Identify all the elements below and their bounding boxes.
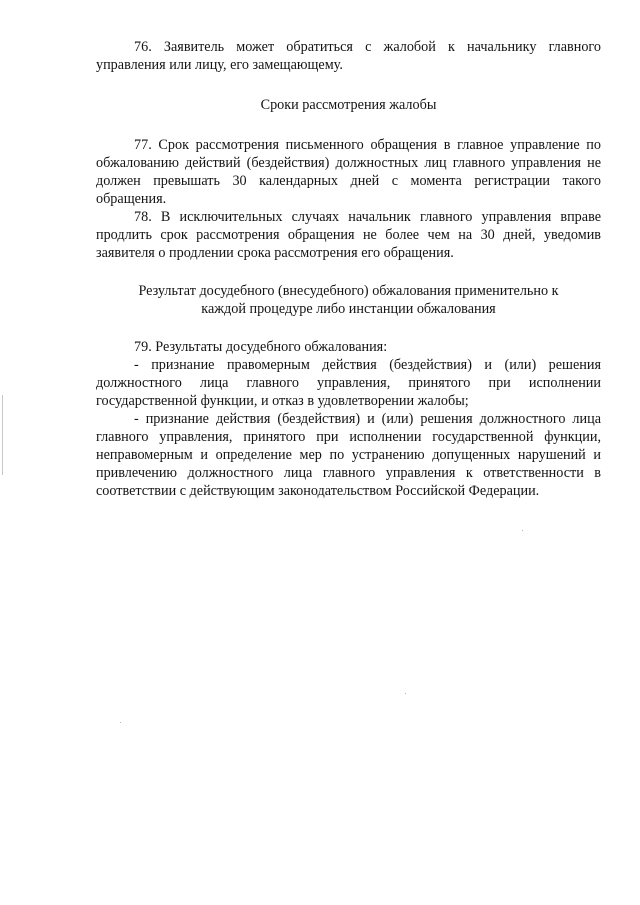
section-heading-terms: Сроки рассмотрения жалобы — [260, 97, 437, 113]
document-body — [96, 38, 601, 500]
section-heading-result-line2: каждой процедуре либо инстанции обжалования — [201, 301, 496, 317]
scan-speck — [120, 722, 121, 723]
scan-speck — [405, 693, 406, 694]
paragraph-77: 77. Срок рассмотрения письменного обращения в главное управление по обжалованию действий (бездействия) должностных лиц главного управления не должен превышать 30 календарных дней с момента регистрации такого обращения. — [96, 137, 601, 207]
paragraph-79: 79. Результаты досудебного обжалования: — [134, 339, 388, 355]
paragraph-78: 78. В исключительных случаях начальник главного управления вправе продлить срок рассмотрения обращения не более чем на 30 дней, уведомив заявителя о продлении срока рассмотрения его обращения. — [96, 209, 601, 261]
paragraph-79-item-2: - признание действия (бездействия) и (или) решения должностного лица главного управления, принятого при исполнении государственной функции, неправомерным и определение мер по устранению допущенных нарушений и привлечению должностного лица главного управления к ответственности в соответствии с действующим законодательством Российской Федерации. — [96, 411, 601, 499]
scan-speck — [522, 530, 523, 531]
section-heading-result-line1: Результат досудебного (внесудебного) обжалования применительно к — [138, 283, 559, 299]
paragraph-79-item-1: - признание правомерным действия (бездействия) и (или) решения должностного лица главного управления, принятого при исполнении государственной функции, и отказ в удовлетворении жалобы; — [96, 357, 601, 409]
paragraph-76: 76. Заявитель может обратиться с жалобой к начальнику главного управления или лицу, его замещающему. — [96, 39, 601, 73]
scan-margin-mark — [2, 395, 3, 475]
section-heading-result — [96, 282, 601, 318]
